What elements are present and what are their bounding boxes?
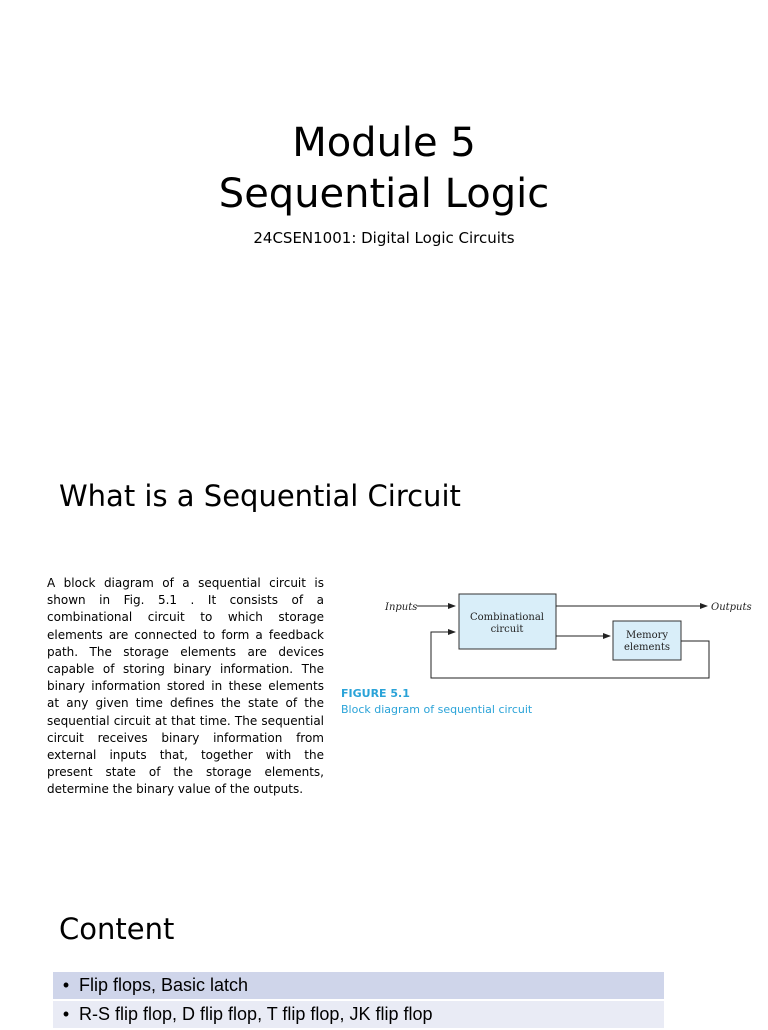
- slide-subtitle: 24CSEN1001: Digital Logic Circuits: [253, 229, 515, 247]
- content-slide: [0, 864, 768, 1024]
- outputs-label: Outputs: [711, 602, 752, 613]
- bullet-icon: •: [62, 975, 70, 995]
- slide-heading: Content: [59, 912, 175, 946]
- comb-label-2: circuit: [490, 624, 524, 635]
- figure-number: FIGURE 5.1: [341, 687, 410, 700]
- title-line-2: Sequential Logic: [218, 171, 550, 217]
- block-diagram-figure: [337, 580, 757, 730]
- list-item-text: Flip flops, Basic latch: [79, 975, 249, 995]
- sequential-circuit-slide: [0, 432, 768, 864]
- list-item: [53, 972, 664, 999]
- title-slide: [0, 0, 768, 432]
- mem-label-1: Memory: [625, 630, 669, 641]
- bullet-icon: •: [62, 1004, 70, 1024]
- list-item-text: R-S flip flop, D flip flop, T flip flop, JK flip flop: [79, 1004, 433, 1024]
- slide-title: [0, 118, 768, 220]
- inputs-label: Inputs: [385, 602, 418, 613]
- comb-label-1: Combinational: [470, 612, 544, 623]
- mem-label-2: elements: [623, 642, 671, 653]
- title-line-1: Module 5: [292, 120, 476, 166]
- content-list: [53, 972, 664, 1030]
- figure-caption: Block diagram of sequential circuit: [341, 703, 533, 716]
- slide-heading: What is a Sequential Circuit: [59, 479, 461, 513]
- body-paragraph: A block diagram of a sequential circuit is shown in Fig. 5.1 . It consists of a combinational circuit to which storage elements are connected to form a feedback path. The storage elements are devices capable of storing binary information. The binary information stored in these elements at any given time defines the state of the sequential circuit at that time. The sequential circuit receives binary information from external inputs that, together with the present state of the storage elements, determine the binary value of the outputs.: [47, 576, 324, 797]
